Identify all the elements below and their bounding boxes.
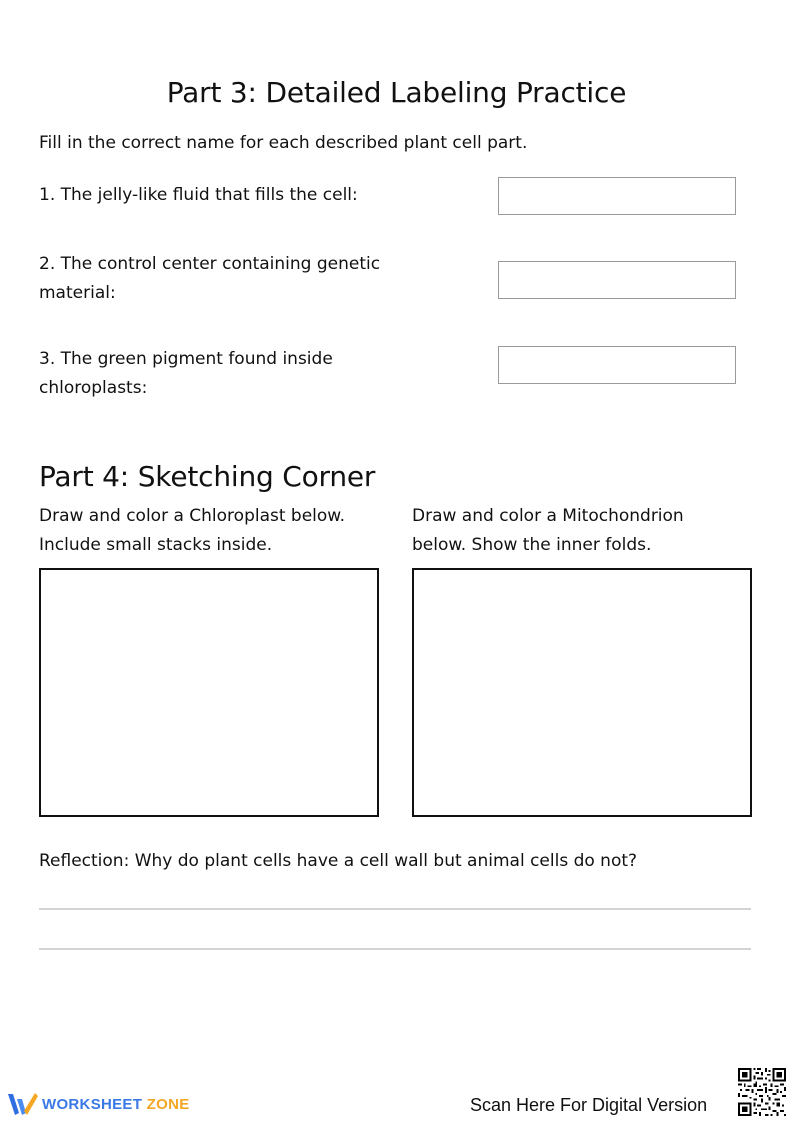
chloroplast-instructions-line2: Include small stacks inside. xyxy=(39,535,273,555)
mitochondrion-drawing-box[interactable] xyxy=(412,568,752,817)
answer-box-2[interactable] xyxy=(498,261,736,299)
answer-box-3[interactable] xyxy=(498,346,736,384)
logo-text xyxy=(42,1096,190,1113)
mitochondrion-instructions-line2: below. Show the inner folds. xyxy=(412,535,652,555)
worksheetzone-logo-icon xyxy=(8,1091,38,1117)
question-2-line1: 2. The control center containing genetic xyxy=(39,254,381,274)
reflection-prompt: Reflection: Why do plant cells have a cell wall but animal cells do not? xyxy=(39,851,638,871)
question-2 xyxy=(39,250,439,308)
question-3-line1: 3. The green pigment found inside xyxy=(39,349,333,369)
question-1-line1: 1. The jelly-like fluid that fills the cell: xyxy=(39,185,358,205)
worksheetzone-logo[interactable] xyxy=(8,1090,190,1118)
part3-instructions: Fill in the correct name for each described plant cell part. xyxy=(39,133,528,153)
qr-code-icon[interactable] xyxy=(738,1068,786,1116)
question-1 xyxy=(39,181,439,210)
chloroplast-instructions-line1: Draw and color a Chloroplast below. xyxy=(39,506,346,526)
question-2-line2: material: xyxy=(39,283,116,303)
answer-line-2[interactable] xyxy=(39,948,751,950)
answer-line-1[interactable] xyxy=(39,908,751,910)
answer-box-1[interactable] xyxy=(498,177,736,215)
mitochondrion-instructions xyxy=(412,502,772,560)
logo-word-zone: ZONE xyxy=(146,1095,190,1113)
mitochondrion-instructions-line1: Draw and color a Mitochondrion xyxy=(412,506,684,526)
question-3 xyxy=(39,345,439,403)
logo-word-worksheet: WORKSHEET xyxy=(42,1095,143,1113)
scan-caption: Scan Here For Digital Version xyxy=(470,1095,708,1115)
chloroplast-instructions xyxy=(39,502,399,560)
part3-title: Part 3: Detailed Labeling Practice xyxy=(166,76,627,109)
question-3-line2: chloroplasts: xyxy=(39,378,148,398)
chloroplast-drawing-box[interactable] xyxy=(39,568,379,817)
part4-title: Part 4: Sketching Corner xyxy=(39,460,376,493)
